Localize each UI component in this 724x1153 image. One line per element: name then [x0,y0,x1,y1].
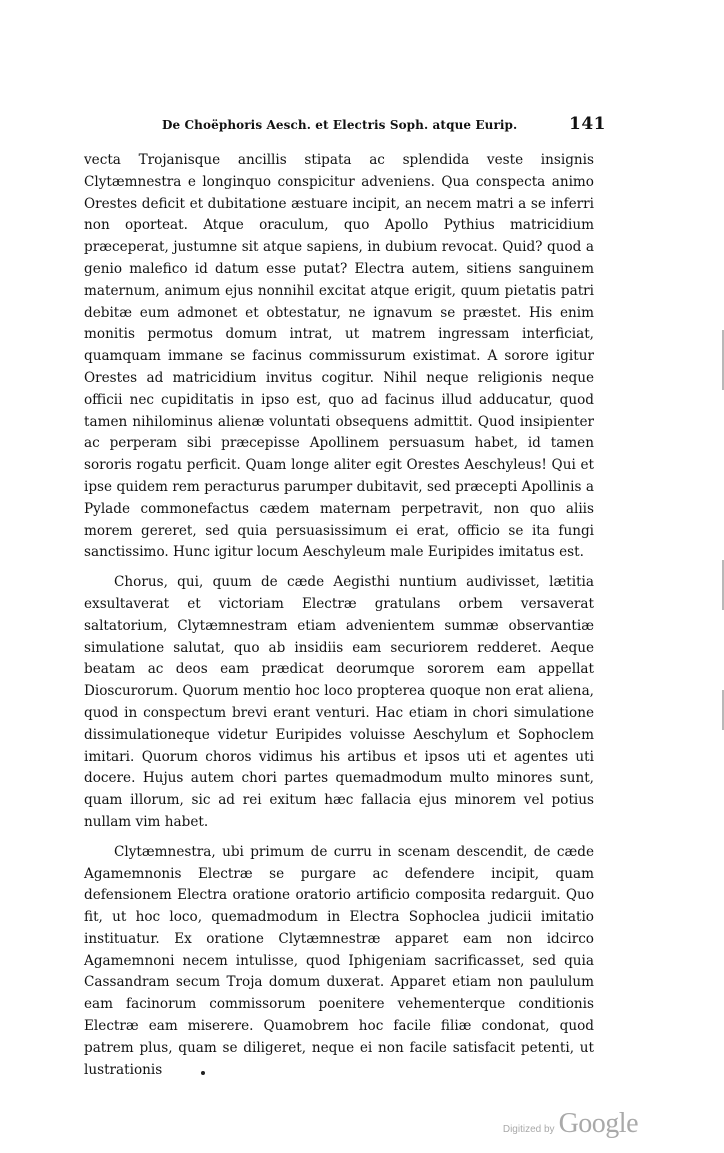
paragraph-3: Clytæmnestra, ubi primum de curru in scenam descendit, de cæde Agamemnonis Electræ se purgare ac defendere incipit, quam defensionem Electra oratione oratorio artificio composita redarguit. Quo fit, ut hoc loco, quemadmodum in Electra Sophoclea judicii imitatio instituatur. Ex oratione Clytæmnestræ apparet eam non idcirco Agamemnoni necem intulisse, quod Iphigeniam sacrificasset, sed quia Cassandram secum Troja domum duxerat. Apparet etiam non paululum eam facinorum commissorum poenitere vehementerque conditionis Electræ eam miserere. Quamobrem hoc facile filiæ condonat, quod patrem plus, quam se diligeret, neque ei non facile satisfacit petenti, ut lustrationis [84,843,594,1078]
page-header [84,114,606,140]
google-logo-text: Google [558,1108,638,1139]
paragraph-2: Chorus, qui, quum de cæde Aegisthi nuntium audivisset, lætitia exsultaverat et victoriam Electræ gratulans orbem versaverat saltatorium, Clytæmnestram etiam advenientem summæ observantiæ simulatione salutat, quo ab insidiis eam securiorem redderet. Aeque beatam ac deos eam prædicat deorumque sororem eam appellat Dioscurorum. Quorum mentio hoc loco propterea quoque non erat aliena, quod in conspectum brevi erant venturi. Hac etiam in chori simulatione dissimulationeque videtur Euripides voluisse Aeschylum et Sophoclem imitari. Quorum choros vidimus his artibus et ipsos uti et agentes uti docere. Hujus autem chori partes quemadmodum multo minores sunt, quam illorum, sic ad rei exitum hæc fallacia ejus minorem vel potius nullam vim habet. [84,574,594,830]
page-number: 141 [569,114,606,134]
ink-speck [201,1071,205,1075]
google-watermark [503,1108,638,1140]
digitized-by-label: Digitized by [502,1124,555,1135]
running-head: De Choëphoris Aesch. et Electris Soph. atque Eurip. [162,118,518,132]
body-text [84,150,594,1089]
paragraph-1: vecta Trojanisque ancillis stipata ac splendida veste insignis Clytæmnestra e longinquo conspicitur adveniens. Qua conspecta animo Orestes deficit et dubitatione æstuare incipit, an necem matri a se inferri non oporteat. Atque oraculum, quo Apollo Pythius matricidium præceperat, justumne sit atque sapiens, in dubium revocat. Quid? quod a genio malefico id datum esse putat? Electra autem, sitiens sanguinem maternum, animum ejus nonnihil excitat atque erigit, quum pietatis patri debitæ eum admonet et obtestatur, ne ignavum se præstet. His enim monitis permotus domum intrat, ut matrem ingressam interficiat, quamquam immane se facinus commissurum existimat. A sorore igitur Orestes ad matricidium invitus cogitur. Nihil neque religionis neque officii nec cupiditatis in ipso est, quo ad facinus illud adducatur, quod tamen nihilominus alienæ voluntati obsequens admittit. Quod insipienter ac perperam sibi præcepisse Apollinem persuasum habet, id tamen sororis rogatu perficit. Quam longe aliter egit Orestes Aeschyleus! Qui et ipse quidem rem peracturus parumper dubitavit, sed præcepti Apollinis a Pylade commonefactus cædem maternam perpetravit, non quo aliis morem gereret, sed quia persuasissimum ei erat, officio se ita fungi sanctissimo. Hunc igitur locum Aeschyleum male Euripides imitatus est. [84,152,594,561]
